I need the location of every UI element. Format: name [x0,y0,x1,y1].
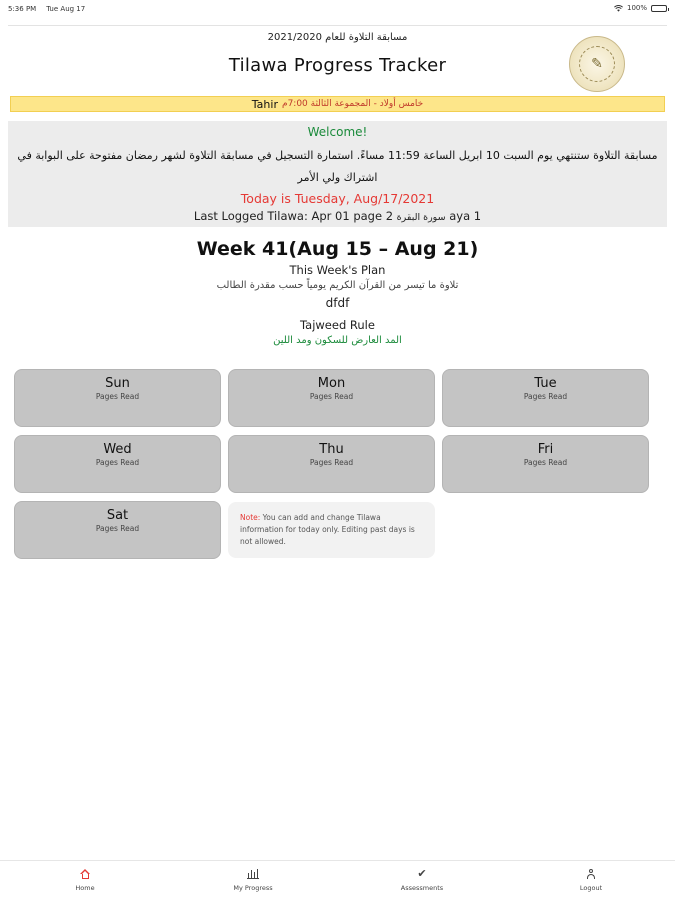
tab-label: My Progress [233,884,273,892]
day-name: Wed [103,442,132,457]
tab-assessments[interactable] [372,867,472,892]
home-icon [35,867,135,881]
plan-extra: dfdf [325,296,350,310]
day-pages-read: Pages Read [95,458,140,467]
day-name: Tue [534,376,557,391]
day-card-thu[interactable] [228,435,435,493]
tab-label: Home [75,884,95,892]
last-logged-aya: aya 1 [449,209,482,223]
student-name: Tahir [251,97,278,111]
battery-percent: 100% [626,4,647,12]
day-pages-read: Pages Read [523,392,568,401]
day-name: Sun [105,376,130,391]
last-logged-tilawa [8,209,667,223]
day-pages-read: Pages Read [95,392,140,401]
tajweed-rule: المد العارض للسكون ومد اللين [273,335,402,346]
tajweed-label: Tajweed Rule [300,318,375,332]
today-date: Today is Tuesday, Aug/17/2021 [240,191,435,206]
plan-label: This Week's Plan [289,263,386,277]
battery-icon [651,5,667,12]
day-pages-read: Pages Read [95,524,140,533]
welcome-panel [8,121,667,227]
checkmark-icon: ✔ [417,867,427,880]
plan-text: تلاوة ما تيسر من القرآن الكريم يومياً حسب مقدرة الطالب [216,280,459,291]
week-title: Week 41(Aug 15 – Aug 21) [196,238,479,260]
last-logged-prefix: Last Logged Tilawa: Apr 01 page 2 [193,209,394,223]
group-info: خامس أولاد - المجموعة الثالثة 7:00م [281,99,424,109]
tab-label: Assessments [400,884,444,892]
day-card-mon[interactable] [228,369,435,427]
day-card-tue[interactable] [442,369,649,427]
tab-label: Logout [579,884,603,892]
wifi-icon [614,5,623,12]
person-icon [541,867,641,881]
status-bar [0,0,675,18]
note-label: Note: [240,513,261,522]
competition-year: مسابقة التلاوة للعام 2021/2020 [267,32,408,43]
day-card-fri[interactable] [442,435,649,493]
day-card-wed[interactable] [14,435,221,493]
announcement-text: مسابقة التلاوة ستنتهي يوم السبت 10 ابريل الساعة 11:59 مساءً. استمارة التسجيل في مسابقة التلاوة لشهر رمضان مفتوحة على البوابة في اشتراك ولي الأمر [17,149,658,184]
day-pages-read: Pages Read [309,392,354,401]
welcome-title: Welcome! [307,125,368,139]
student-group-bar [10,96,665,112]
header-divider [8,25,667,26]
day-name: Mon [317,376,346,391]
book-icon: ✎ [579,46,615,82]
app-title: Tilawa Progress Tracker [228,55,447,76]
status-time: 5:36 PM [8,5,37,13]
day-pages-read: Pages Read [523,458,568,467]
day-name: Fri [537,442,554,457]
tab-logout[interactable] [541,867,641,892]
school-seal-logo [569,36,625,92]
day-name: Sat [106,508,129,523]
status-date: Tue Aug 17 [46,5,86,13]
last-logged-surah: سورة البقرة [396,212,446,223]
day-name: Thu [319,442,344,457]
tab-home[interactable] [35,867,135,892]
day-pages-read: Pages Read [309,458,354,467]
note-card [228,502,435,558]
tab-my-progress[interactable] [203,867,303,892]
note-text: You can add and change Tilawa information for today only. Editing past days is not allowed. [240,513,415,546]
day-card-sun[interactable] [14,369,221,427]
day-card-sat[interactable] [14,501,221,559]
bottom-tab-bar [0,860,675,900]
bar-chart-icon [203,867,303,881]
